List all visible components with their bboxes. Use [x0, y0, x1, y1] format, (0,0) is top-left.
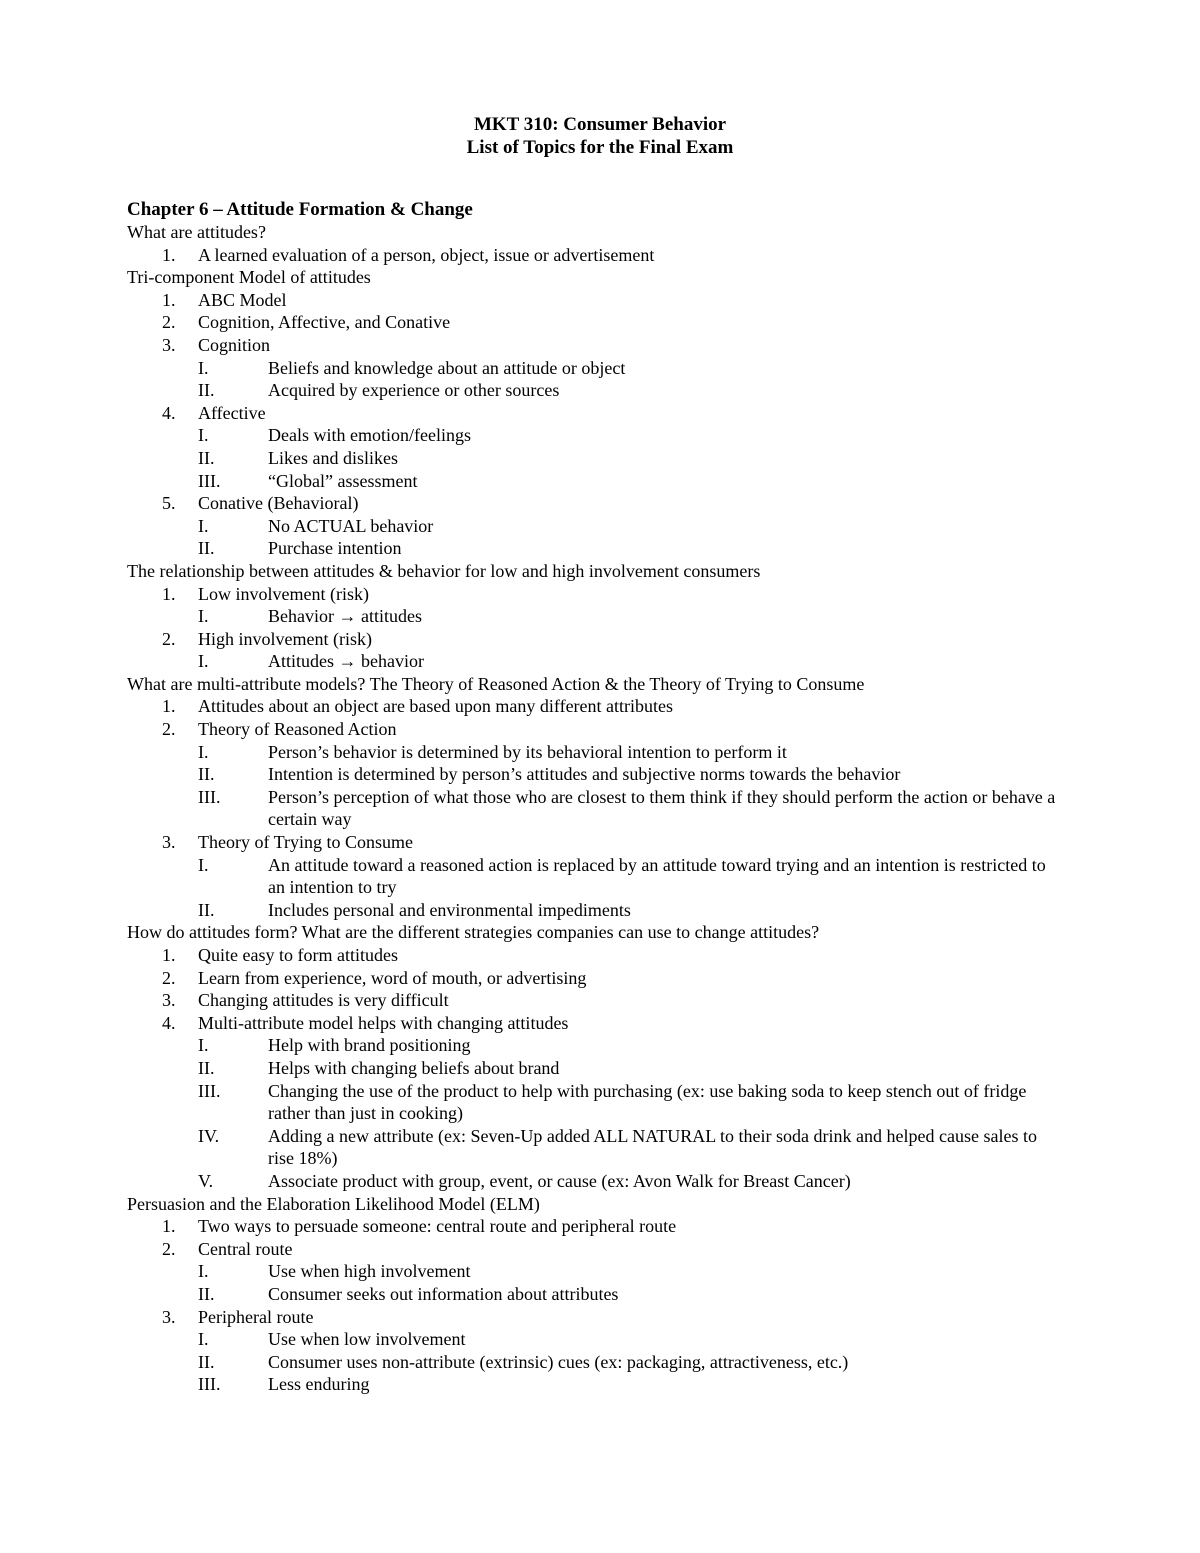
sub-item-text: Help with brand positioning: [268, 1035, 471, 1056]
list-item: [127, 402, 1067, 425]
sub-item-text: An attitude toward a reasoned action is replaced by an attitude toward trying and an intention is restricted to an intention to try: [268, 854, 1046, 898]
item-number: 2.: [162, 967, 176, 988]
sub-item-numeral: I.: [198, 1035, 209, 1056]
list-item: [127, 1238, 1067, 1261]
item-text: Conative (Behavioral): [198, 493, 359, 514]
sub-item: [127, 424, 1067, 447]
sub-item: [127, 470, 1067, 493]
item-number: 2.: [162, 719, 176, 740]
list-item: [127, 289, 1067, 312]
list-item: [127, 492, 1067, 515]
sub-item: [127, 1125, 1067, 1170]
item-number: 2.: [162, 312, 176, 333]
topic-section: [127, 673, 1067, 922]
item-text: Affective: [198, 402, 266, 423]
sub-item-numeral: II.: [198, 538, 215, 559]
sub-item-text: Person’s behavior is determined by its behavioral intention to perform it: [268, 741, 787, 762]
sub-item-numeral: III.: [198, 470, 221, 491]
sub-item-numeral: II.: [198, 1351, 215, 1372]
item-text: Changing attitudes is very difficult: [198, 990, 449, 1011]
sub-item-numeral: I.: [198, 425, 209, 446]
sub-item-text: Use when low involvement: [268, 1329, 466, 1350]
item-text: Theory of Trying to Consume: [198, 832, 414, 853]
sub-item-numeral: I.: [198, 651, 209, 672]
sub-item-text: Use when high involvement: [268, 1261, 471, 1282]
sub-item: [127, 1351, 1067, 1374]
sub-item-text: Person’s perception of what those who are closest to them think if they should perform the action or behave a certain way: [268, 786, 1056, 830]
document-title: MKT 310: Consumer Behavior: [473, 114, 727, 135]
chapter-heading: Chapter 6 – Attitude Formation & Change: [127, 199, 473, 220]
sub-item: [127, 741, 1067, 764]
sub-item-numeral: II.: [198, 899, 215, 920]
sub-item-text: Purchase intention: [268, 538, 402, 559]
sub-item: [127, 537, 1067, 560]
sub-item-text: Helps with changing beliefs about brand: [268, 1057, 560, 1078]
topic-section: [127, 266, 1067, 560]
topic-section: [127, 560, 1067, 673]
sub-item: [127, 1080, 1067, 1125]
item-number: 1.: [162, 696, 176, 717]
item-text: Central route: [198, 1238, 293, 1259]
topic-question: How do attitudes form? What are the different strategies companies can use to change attitudes?: [127, 922, 820, 943]
list-item: [127, 583, 1067, 606]
sub-item: [127, 357, 1067, 380]
item-number: 2.: [162, 1238, 176, 1259]
item-number: 1.: [162, 1216, 176, 1237]
item-number: 3.: [162, 990, 176, 1011]
topic-question: What are multi-attribute models? The Theory of Reasoned Action & the Theory of Trying to Consume: [127, 673, 865, 694]
item-text: Quite easy to form attitudes: [198, 945, 398, 965]
sub-item: [127, 1260, 1067, 1283]
item-text: Learn from experience, word of mouth, or advertising: [198, 967, 587, 988]
list-item: [127, 1215, 1067, 1238]
item-number: 1.: [162, 244, 176, 265]
topic-section: [127, 221, 1067, 266]
item-number: 1.: [162, 289, 176, 310]
sub-item-numeral: I.: [198, 741, 209, 762]
title-block: [0, 113, 1200, 159]
sub-item-numeral: III.: [198, 1080, 221, 1101]
list-item: [127, 334, 1067, 357]
sub-item-text: No ACTUAL behavior: [268, 515, 434, 536]
item-text: Low involvement (risk): [198, 583, 369, 604]
item-number: 3.: [162, 1306, 176, 1327]
sub-item-text: Deals with emotion/feelings: [268, 425, 471, 446]
topic-section: [127, 921, 1067, 1192]
sub-item: [127, 1057, 1067, 1080]
topic-section: [127, 1193, 1067, 1396]
item-text: Cognition: [198, 334, 271, 355]
sub-item-numeral: I.: [198, 1261, 209, 1282]
sub-item-numeral: II.: [198, 1283, 215, 1304]
sub-item: [127, 1170, 1067, 1193]
sub-item-text: Acquired by experience or other sources: [268, 380, 560, 401]
sub-item-numeral: I.: [198, 606, 209, 627]
item-text: ABC Model: [198, 289, 287, 310]
sub-item: [127, 1373, 1067, 1396]
document-subtitle: List of Topics for the Final Exam: [466, 137, 734, 158]
item-number: 3.: [162, 334, 176, 355]
topic-question: Tri-component Model of attitudes: [127, 267, 371, 288]
item-number: 4.: [162, 402, 176, 423]
sub-item-numeral: II.: [198, 380, 215, 401]
list-item: [127, 989, 1067, 1012]
sub-item: [127, 1328, 1067, 1351]
topic-question: The relationship between attitudes & behavior for low and high involvement consumers: [127, 560, 761, 581]
list-item: [127, 831, 1067, 854]
sub-item-numeral: IV.: [198, 1125, 220, 1146]
sub-item: [127, 763, 1067, 786]
sub-item: [127, 379, 1067, 402]
sub-item-numeral: III.: [198, 1374, 221, 1395]
list-item: [127, 718, 1067, 741]
list-item: [127, 628, 1067, 651]
sub-item-text: Consumer uses non-attribute (extrinsic) cues (ex: packaging, attractiveness, etc.): [268, 1351, 849, 1372]
topic-question: What are attitudes?: [127, 222, 266, 242]
list-item: [127, 967, 1067, 990]
sub-item-numeral: I.: [198, 854, 209, 875]
list-item: [127, 244, 1067, 267]
sub-item-numeral: III.: [198, 786, 221, 807]
document-content: [127, 198, 1067, 1396]
sub-item-text: Consumer seeks out information about attributes: [268, 1283, 619, 1304]
item-text: Two ways to persuade someone: central route and peripheral route: [198, 1216, 677, 1237]
sub-item: [127, 605, 1067, 628]
sub-item-text: Beliefs and knowledge about an attitude or object: [268, 357, 626, 378]
sub-item: [127, 447, 1067, 470]
item-text: Cognition, Affective, and Conative: [198, 312, 451, 333]
item-text: High involvement (risk): [198, 628, 372, 649]
item-text: Multi-attribute model helps with changing attitudes: [198, 1012, 569, 1033]
sub-item: [127, 854, 1067, 899]
item-number: 5.: [162, 493, 176, 514]
sub-item-text: Associate product with group, event, or cause (ex: Avon Walk for Breast Cancer): [268, 1170, 851, 1191]
list-item: [127, 1306, 1067, 1329]
sub-item-text: Intention is determined by person’s attitudes and subjective norms towards the behavior: [268, 764, 901, 785]
list-item: [127, 1012, 1067, 1035]
item-text: Theory of Reasoned Action: [198, 719, 397, 740]
sub-item-text: Includes personal and environmental impediments: [268, 899, 631, 920]
sub-item-text: Changing the use of the product to help with purchasing (ex: use baking soda to keep stench out of fridge rather than just in cooking): [268, 1080, 1027, 1124]
item-number: 3.: [162, 832, 176, 853]
list-item: [127, 944, 1067, 967]
item-number: 4.: [162, 1012, 176, 1033]
sub-item-numeral: II.: [198, 447, 215, 468]
sub-item-text: Less enduring: [268, 1374, 370, 1395]
item-number: 1.: [162, 583, 176, 604]
item-number: 1.: [162, 945, 176, 965]
sub-item-numeral: II.: [198, 1057, 215, 1078]
sub-item-numeral: I.: [198, 515, 209, 536]
sub-item: [127, 786, 1067, 831]
sub-item-text: “Global” assessment: [268, 470, 418, 491]
sub-item-text: Adding a new attribute (ex: Seven-Up added ALL NATURAL to their soda drink and helped cause sales to rise 18%): [268, 1125, 1037, 1169]
sub-item-numeral: I.: [198, 357, 209, 378]
sub-item-text: Attitudes → behavior: [268, 651, 424, 672]
sub-item-text: Likes and dislikes: [268, 447, 398, 468]
topic-sections: [127, 221, 1067, 1396]
item-text: A learned evaluation of a person, object, issue or advertisement: [198, 244, 655, 265]
sub-item-numeral: II.: [198, 764, 215, 785]
item-text: Attitudes about an object are based upon many different attributes: [198, 696, 674, 717]
sub-item-text: Behavior → attitudes: [268, 606, 422, 627]
sub-item-numeral: I.: [198, 1329, 209, 1350]
sub-item-numeral: V.: [198, 1170, 214, 1191]
sub-item: [127, 899, 1067, 922]
item-text: Peripheral route: [198, 1306, 314, 1327]
list-item: [127, 311, 1067, 334]
list-item: [127, 695, 1067, 718]
sub-item: [127, 515, 1067, 538]
item-number: 2.: [162, 628, 176, 649]
sub-item: [127, 1034, 1067, 1057]
sub-item: [127, 1283, 1067, 1306]
topic-question: Persuasion and the Elaboration Likelihood Model (ELM): [127, 1193, 540, 1214]
sub-item: [127, 650, 1067, 673]
